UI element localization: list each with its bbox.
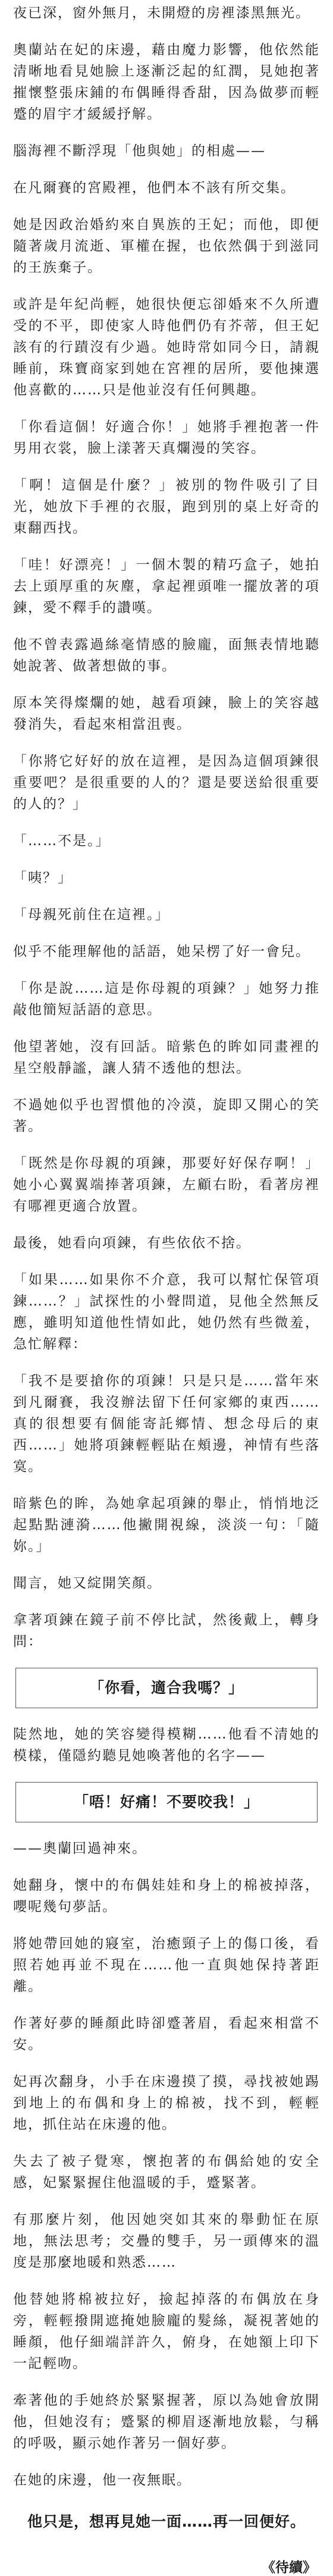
story-paragraph: 「你是說……這是你母親的項鍊？」她努力推敲他簡短話語的意思。: [13, 981, 320, 1018]
story-paragraph: 奧蘭站在妃的床邊，藉由魔力影響，他依然能清晰地看見她臉上逐漸泛起的紅潤，見她抱著摧懷整張床鋪的布偶睡得香甜，因為做夢而輕蹙的眉宇才緩緩抒解。: [13, 42, 320, 122]
story-paragraph: 失去了被子覺寒，懷抱著的布偶給她的安全感，妃緊緊握住他溫暖的手，蹙緊著。: [13, 2154, 320, 2191]
story-paragraph: 他望著她，沒有回話。暗紫色的眸如同畫裡的星空般靜謐，讓人猜不透他的想法。: [13, 1039, 320, 1076]
story-paragraph: 她是因政治婚約來自異族的王妃；而他，即便隨著歲月流逝、軍權在握，也依然偶于到滋同的王族棄子。: [13, 217, 320, 275]
story-paragraph: 她翻身，懷中的布偶娃娃和身上的棉被掉落，嚶呢幾句夢話。: [13, 1878, 320, 1915]
story-paragraph: 他不曾表露過絲毫情感的臉龐，面無表情地聽她說著、做著想做的事。: [13, 637, 320, 674]
story-paragraph: 「我不是要搶你的項鍊！只是只是……當年來到凡爾賽，我沒辦法留下任何家鄉的東西……真的很想要有個能寄託鄉情、想念母后的東西……」她將項鍊輕輕貼在頰邊，神情有些落寞。: [13, 1373, 320, 1474]
story-paragraph: 「你將它好好的放在這裡，是因為這個項鍊很重要吧？是很重要的人的？還是要送給很重要的人的？」: [13, 754, 320, 812]
story-paragraph: 「既然是你母親的項鍊，那要好好保存啊！」她小心翼翼端捧著項鍊，左顧右盼，看著房裡有哪裡更適合放置。: [13, 1156, 320, 1214]
story-paragraph: 或許是年紀尚輕，她很快便忘卻婚來不久所遭受的不平，即使家人時他們仍有芥蒂，但王妃該有的行蹟沒有少過。她時常如同今日，請親睡前，珠寶商家到她在宮裡的居所，要他揀選他喜歡的……只是他並沒有任何興趣。: [13, 297, 320, 398]
closing-line: 他只是，想再見她一面……再一回便好。: [27, 2513, 306, 2530]
story-paragraph: 牽著他的手她終於緊緊握著，原以為她會放開他，但她沒有；蹙緊的柳眉逐漸地放鬆，勻稱的呼吸，顯示她作著另一個好夢。: [13, 2393, 320, 2451]
story-paragraph: 「咦？」: [13, 870, 73, 886]
story-section-2: [13, 1724, 320, 1767]
story-paragraph: 聞言，她又綻開笑顏。: [13, 1576, 162, 1591]
story-paragraph: 似乎不能理解他的話語，她呆楞了好一會兒。: [13, 944, 310, 959]
story-paragraph: 妃再次翻身，小手在床邊摸了摸，尋找被她踢到地上的布偶和身上的棉被，找不到，輕輕地，抓住站在床邊的他。: [13, 2074, 320, 2132]
story-section-3: [13, 1838, 320, 2491]
story-paragraph: 腦海裡不斷浮現「他與她」的相處——: [13, 143, 266, 159]
story-paragraph: ——奧蘭回過神來。: [13, 1841, 147, 1856]
story-paragraph: 「你看這個！好適合你！」她將手裡抱著一件男用衣裳，臉上漾著天真爛漫的笑容。: [13, 419, 320, 456]
story-paragraph: 作著好夢的睡顏此時卻蹙著眉，看起來相當不安。: [13, 2016, 320, 2053]
to-be-continued-label: 《待續》: [262, 2560, 316, 2575]
story-paragraph: 暗紫色的眸，為她拿起項鍊的舉止，悄悄地泛起點點漣漪……他撇開視線，淡淡一句：「隨妳。」: [13, 1496, 320, 1554]
story-paragraph: 將她帶回她的寢室，治癒頸子上的傷口後，看照若她再並不現在……他一直與她保持著距離。: [13, 1936, 320, 1994]
story-paragraph: 原本笑得燦爛的她，越看項鍊，臉上的笑容越發消失，看起來相當沮喪。: [13, 695, 320, 732]
story-paragraph: 在凡爾賽的宮殿裡，他們本不該有所交集。: [13, 180, 296, 196]
story-paragraph: 最後，她看向項鍊，有些依依不捨。: [13, 1235, 251, 1251]
quote-box-2: 「唔！好痛！不要咬我！」: [15, 1782, 318, 1822]
story-paragraph: 「啊！這個是什麼？」被別的物件吸引了目光，她放下手裡的衣服，跑到別的桌上好奇的東翻西找。: [13, 478, 320, 536]
story-paragraph: 他替她將棉被拉好，撿起掉落的布偶放在身旁，輕輕撥開遮掩她臉龐的髮絲，凝視著她的睡顏，他仔細端詳許久，俯身，在她額上印下一記輕吻。: [13, 2292, 320, 2371]
story-paragraph: 拿著項鍊在鏡子前不停比試，然後戴上，轉身問：: [13, 1612, 320, 1649]
story-paragraph: 有那麼片刻，他因她突如其來的舉動怔在原地，無法思考；交疊的雙手，另一頭傳來的溫度是那麼地暖和熟悉……: [13, 2212, 320, 2270]
story-paragraph: 陡然地，她的笑容變得模糊……他看不清她的模樣，僅隱約聽見她喚著他的名字——: [13, 1727, 320, 1764]
story-paragraph: 不過她似乎也習慣他的冷漠，旋即又開心的笑著。: [13, 1097, 320, 1134]
story-paragraph: 「哇！好漂亮！」一個木製的精巧盒子，她拍去上頭厚重的灰塵，拿起裡頭唯一擺放著的項鍊，愛不釋手的讚嘆。: [13, 557, 320, 616]
story-paragraph: 夜已深，窗外無月，未開燈的房裡漆黑無光。: [13, 5, 310, 21]
story-paragraph: 在她的床邊，他一夜無眠。: [13, 2473, 191, 2488]
story-paragraph: 「母親死前住在這裡。」: [13, 907, 170, 923]
story-paragraph: 「如果……如果你不介意，我可以幫忙保管項鍊……？」試探性的小聲問道，見他全然無反應，雖明知道他性情如此，她仍然有些微羞，急忙解釋：: [13, 1272, 320, 1352]
story-section-1: [13, 2, 320, 1652]
story-paragraph: 「……不是。」: [13, 833, 111, 849]
quote-box-1: 「你看，適合我嗎？」: [15, 1668, 318, 1708]
